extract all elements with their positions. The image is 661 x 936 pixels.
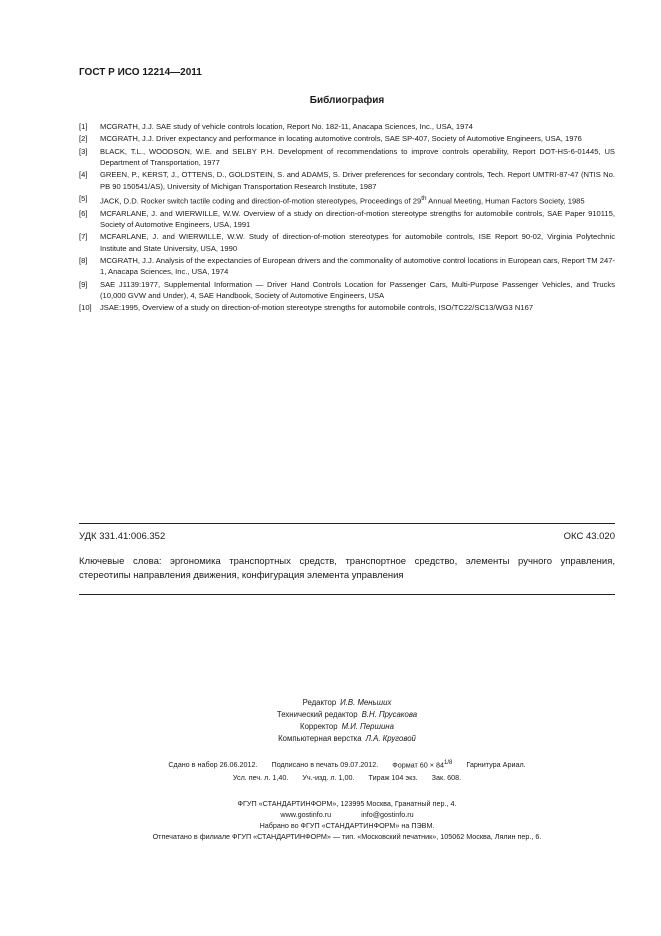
credit-role: Компьютерная верстка	[278, 734, 362, 743]
signed-date: Подписано в печать 09.07.2012.	[271, 760, 379, 769]
credit-corrector	[79, 721, 615, 733]
reference-text: JSAE:1995, Overview of a study on direction-of-motion stereotype strengths for automobile controls, ISO/TC22/SC13/WG3 N167	[100, 303, 534, 313]
paper-format	[392, 760, 452, 769]
email-link[interactable]: info@gostinfo.ru	[361, 810, 414, 819]
reference-number: [7]	[79, 232, 88, 242]
print-run: Тираж 104 экз.	[368, 773, 418, 782]
format-text: Формат 60 × 84	[392, 760, 444, 770]
divider-top	[79, 523, 615, 524]
reference-number: [9]	[79, 279, 88, 289]
typeface: Гарнитура Ариал.	[466, 760, 526, 769]
reference-item	[79, 255, 615, 277]
reference-item	[79, 193, 615, 207]
reference-item	[79, 169, 615, 191]
reference-number: [4]	[79, 170, 88, 180]
reference-number: [6]	[79, 208, 88, 218]
reference-text-part: JACK, D.D. Rocker switch tactile coding and direction-of-motion stereotypes, Proceedings of 29	[100, 196, 422, 206]
reference-text: GREEN, P., KERST, J., OTTENS, D., GOLDSTEIN, S. and ADAMS, S. Driver preferences for secondary controls, Tech. Report UMTRI-87-47 (NTIS No. PB 90 150541/AS), University of Michigan Transportation Research Institute, 1987	[100, 170, 615, 191]
printed-at-note: Отпечатано в филиале ФГУП «СТАНДАРТИНФОРМ» — тип. «Московский печатник», 105062 Москва, Лялин пер., 6.	[152, 832, 542, 841]
reference-text: MCGRATH, J.J. SAE study of vehicle controls location, Report No. 182-11, Anacapa Sciences, Inc., USA, 1974	[100, 122, 473, 131]
divider-bottom	[79, 594, 615, 595]
reference-text: MCFARLANE, J. and WIERWILLE, W.W. Study of direction-of-motion stereotypes for automobile controls, ISE Report 90-02, Virginia Polytechnic Institute and State University, USA, 1990	[100, 232, 615, 253]
reference-number: [3]	[79, 146, 88, 156]
reference-number: [10]	[79, 303, 92, 313]
credit-role: Редактор	[302, 698, 337, 707]
standard-designation: ГОСТ Р ИСО 12214—2011	[79, 67, 202, 78]
credit-name: Л.А. Круговой	[365, 734, 416, 743]
reference-text: MCGRATH, J.J. Analysis of the expectancies of European drivers and the commonality of automotive control locations in European cars, Report TM 247-1, Anacapa Sciences, Inc., USA, 1974	[100, 256, 615, 277]
reference-list	[79, 121, 615, 315]
publisher-address: ФГУП «СТАНДАРТИНФОРМ», 123995 Москва, Гранатный пер., 4.	[237, 799, 457, 808]
reference-item	[79, 133, 615, 144]
reference-text	[100, 193, 615, 207]
credit-layout	[79, 733, 615, 745]
reference-item	[79, 302, 615, 313]
printed-sheets: Усл. печ. л. 1,40.	[232, 773, 289, 782]
reference-text: SAE J1139:1977, Supplemental Information — Driver Hand Controls Location for Passenger Cars, Multi-Purpose Passenger Vehicles, and Trucks (10,000 GVW and Under), 4, SAE Handbook, Society of Automotive Engineers, USA	[100, 279, 615, 300]
credit-name: М.И. Першина	[341, 722, 394, 731]
reference-item	[79, 121, 615, 132]
credit-name: И.В. Меньших	[340, 698, 392, 707]
publisher-sheets: Уч.-изд. л. 1,00.	[302, 773, 355, 782]
printing-row-2	[79, 773, 615, 782]
reference-item	[79, 231, 615, 253]
reference-number: [1]	[79, 122, 88, 131]
submitted-date: Сдано в набор 26.06.2012.	[168, 760, 258, 769]
order-number: Зак. 608.	[431, 773, 462, 782]
credit-name: В.Н. Прусакова	[361, 710, 418, 719]
typeset-note: Набрано во ФГУП «СТАНДАРТИНФОРМ» на ПЭВМ.	[259, 821, 435, 830]
ordinal-superscript: th	[421, 194, 427, 202]
udk-code: УДК 331.41:006.352	[79, 531, 166, 542]
reference-item	[79, 279, 615, 301]
reference-text: MCGRATH, J.J. Driver expectancy and performance in locating automotive controls, SAE SP-407, Society of Automotive Engineers, USA, 1976	[100, 134, 582, 144]
credits-block	[79, 697, 615, 745]
reference-item	[79, 208, 615, 230]
reference-text-part: Annual Meeting, Human Factors Society, 1985	[426, 196, 585, 206]
reference-number: [8]	[79, 256, 88, 266]
website-link[interactable]: www.gostinfo.ru	[280, 810, 332, 819]
publisher-contacts	[79, 809, 615, 820]
reference-number: [2]	[79, 134, 88, 144]
credit-editor	[79, 697, 615, 709]
reference-item	[79, 146, 615, 168]
publisher-block	[79, 798, 615, 842]
reference-number: [5]	[79, 193, 88, 203]
bibliography-title: Библиография	[309, 95, 385, 106]
printing-row-1	[79, 760, 615, 769]
credit-tech-editor	[79, 709, 615, 721]
reference-text: BLACK, T.L., WOODSON, W.E. and SELBY P.H. Development of recommendations to improve controls operability, Report DOT-HS-6-01445, US Department of Transportation, 1977	[100, 146, 615, 167]
credit-role: Технический редактор	[276, 710, 358, 719]
oks-code: ОКС 43.020	[563, 531, 615, 542]
keywords: Ключевые слова: эргономика транспортных средств, транспортное средство, элементы ручного управления, стереотипы направления движения, конфигурация элемента управления	[79, 556, 615, 581]
credit-role: Корректор	[300, 722, 338, 731]
format-fraction: 1/8	[443, 760, 453, 766]
reference-text: MCFARLANE, J. and WIERWILLE, W.W. Overview of a study on direction-of-motion stereotype strengths for automobile controls, SAE Paper 910115, Society of Automotive Engineers, USA, 1991	[100, 208, 615, 230]
